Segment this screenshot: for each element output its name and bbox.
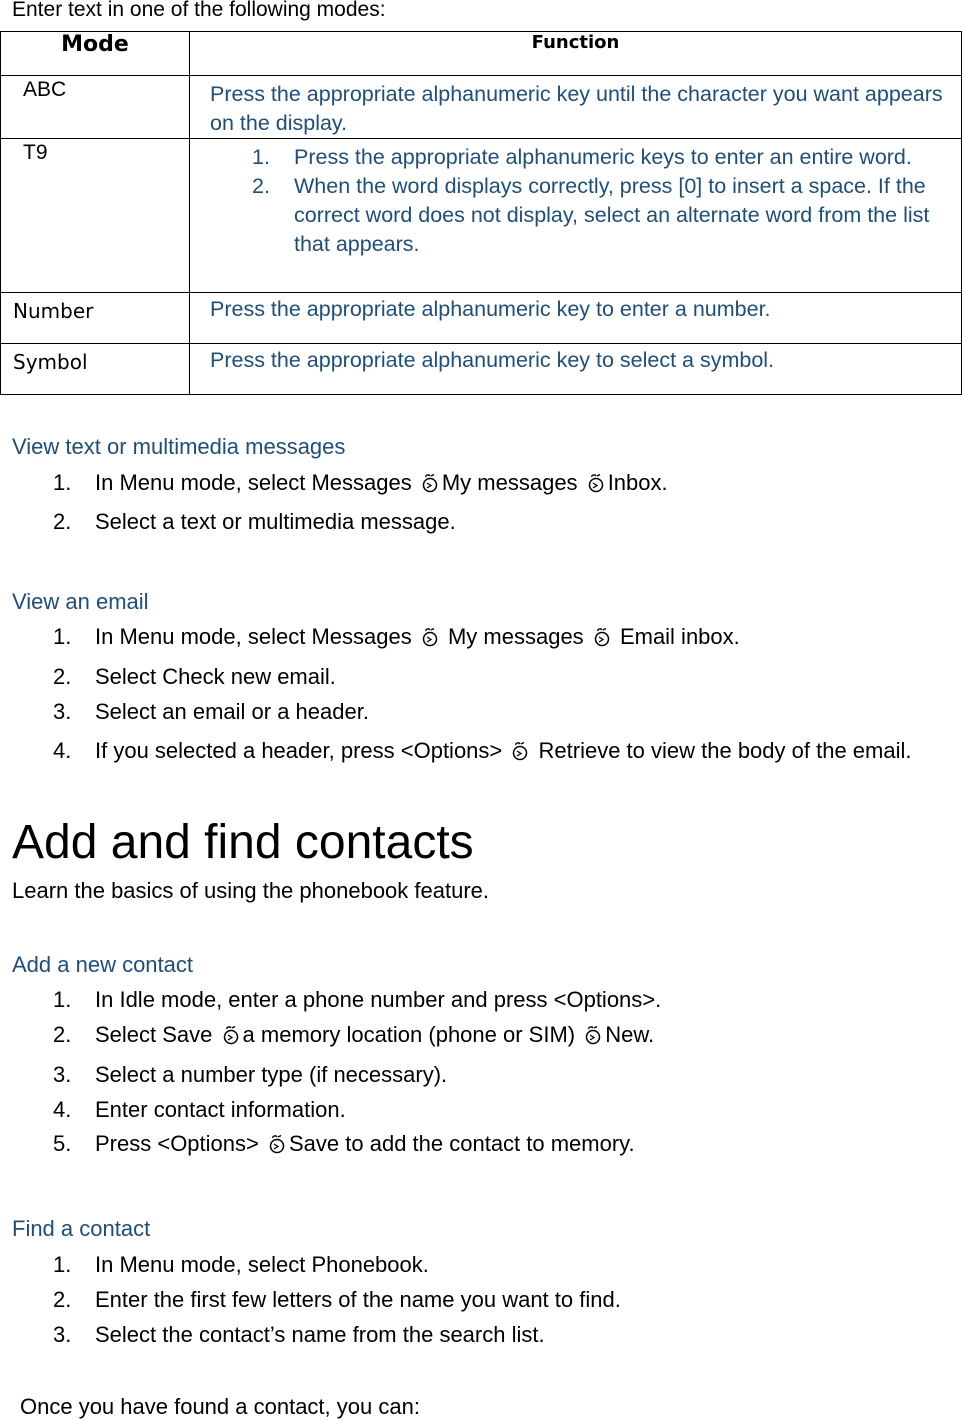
input-modes-table bbox=[0, 31, 962, 395]
closing-text: Once you have found a contact, you can: bbox=[20, 1394, 420, 1419]
list-number: 4. bbox=[53, 738, 72, 763]
arrow-icon bbox=[420, 473, 440, 493]
heading-view-messages: View text or multimedia messages bbox=[12, 434, 346, 459]
list-number: 3. bbox=[53, 699, 72, 724]
arrow-icon bbox=[510, 741, 530, 761]
list-item bbox=[0, 1252, 945, 1278]
list-text: When the word displays correctly, press [0] to insert a space. If the correct word does not display, select an alternate word from the list that appears. bbox=[294, 174, 930, 256]
function-abc: Press the appropriate alphanumeric key until the character you want appears on the display. bbox=[190, 76, 962, 139]
step-text: Save to add the contact to memory. bbox=[289, 1131, 635, 1156]
heading-add-contact: Add a new contact bbox=[12, 952, 194, 977]
function-t9 bbox=[190, 139, 962, 293]
list-number: 2. bbox=[53, 509, 72, 534]
list-number: 1. bbox=[252, 145, 270, 169]
step-text: If you selected a header, press <Options> bbox=[95, 738, 503, 763]
step-text: In Idle mode, enter a phone number and press <Options>. bbox=[95, 987, 662, 1012]
list-item bbox=[0, 734, 945, 767]
step-text: Select Check new email. bbox=[95, 664, 336, 689]
mode-symbol: Symbol bbox=[1, 344, 190, 395]
list-text: Press the appropriate alphanumeric keys to enter an entire word. bbox=[294, 145, 912, 169]
step-text: Email inbox. bbox=[619, 624, 740, 649]
view-messages-steps bbox=[0, 509, 945, 535]
arrow-icon bbox=[592, 627, 612, 647]
intro-text: Enter text in one of the following modes: bbox=[12, 0, 386, 21]
list-number: 2. bbox=[53, 1287, 72, 1312]
step-text: Retrieve to view the body of the email. bbox=[538, 738, 912, 763]
step-text: Select an email or a header. bbox=[95, 699, 369, 724]
view-email-steps bbox=[0, 624, 945, 650]
list-number: 4. bbox=[53, 1097, 72, 1122]
table-row bbox=[1, 293, 962, 344]
arrow-icon bbox=[221, 1025, 241, 1045]
list-item bbox=[0, 1131, 945, 1157]
header-mode: Mode bbox=[1, 32, 190, 76]
arrow-icon bbox=[583, 1025, 603, 1045]
step-text: Enter contact information. bbox=[95, 1097, 346, 1122]
list-item bbox=[0, 664, 945, 690]
list-item bbox=[0, 1287, 945, 1313]
step-text: Select the contact’s name from the search list. bbox=[95, 1322, 545, 1347]
step-text: My messages bbox=[441, 470, 578, 495]
table-row bbox=[1, 76, 962, 139]
list-number: 3. bbox=[53, 1062, 72, 1087]
view-email-steps bbox=[0, 734, 945, 767]
view-messages-steps bbox=[0, 470, 945, 496]
list-number: 2. bbox=[53, 1022, 72, 1047]
step-text: My messages bbox=[447, 624, 584, 649]
find-contact-steps bbox=[0, 1287, 945, 1313]
step-text: Press <Options> bbox=[95, 1131, 259, 1156]
heading-view-email: View an email bbox=[12, 589, 149, 614]
view-email-steps bbox=[0, 664, 945, 690]
heading-find-contact: Find a contact bbox=[12, 1216, 151, 1241]
list-item bbox=[0, 699, 945, 725]
list-number: 1. bbox=[53, 1252, 72, 1277]
list-number: 1. bbox=[53, 987, 72, 1012]
step-text: Inbox. bbox=[607, 470, 668, 495]
list-number: 1. bbox=[53, 470, 72, 495]
step-text: Select a text or multimedia message. bbox=[95, 509, 456, 534]
step-text: New. bbox=[605, 1022, 655, 1047]
list-number: 2. bbox=[252, 174, 270, 198]
list-item bbox=[0, 1062, 945, 1088]
mode-abc: ABC bbox=[1, 76, 190, 139]
step-text: Enter the first few letters of the name you want to find. bbox=[95, 1287, 621, 1312]
find-contact-steps bbox=[0, 1322, 945, 1348]
list-item bbox=[0, 470, 945, 496]
function-number: Press the appropriate alphanumeric key to enter a number. bbox=[190, 293, 962, 344]
header-function: Function bbox=[190, 32, 962, 76]
section-subtitle: Learn the basics of using the phonebook feature. bbox=[12, 878, 490, 903]
function-symbol: Press the appropriate alphanumeric key to select a symbol. bbox=[190, 344, 962, 395]
table-row bbox=[1, 139, 962, 293]
step-text: In Menu mode, select Phonebook. bbox=[95, 1252, 429, 1277]
view-email-steps bbox=[0, 699, 945, 725]
add-contact-steps bbox=[0, 987, 945, 1013]
mode-t9: T9 bbox=[1, 139, 190, 293]
list-item bbox=[252, 172, 943, 259]
arrow-icon bbox=[267, 1134, 287, 1154]
step-text: Select Save bbox=[95, 1022, 213, 1047]
step-text: a memory location (phone or SIM) bbox=[242, 1022, 576, 1047]
list-item bbox=[252, 143, 943, 172]
step-text: Select a number type (if necessary). bbox=[95, 1062, 448, 1087]
add-contact-steps bbox=[0, 1022, 945, 1048]
list-item bbox=[0, 1022, 945, 1048]
arrow-icon bbox=[586, 473, 606, 493]
list-number: 1. bbox=[53, 624, 72, 649]
step-text: In Menu mode, select Messages bbox=[95, 624, 412, 649]
table-header-row bbox=[1, 32, 962, 76]
table-row bbox=[1, 344, 962, 395]
list-number: 5. bbox=[53, 1131, 72, 1156]
list-item bbox=[0, 624, 945, 650]
arrow-icon bbox=[420, 627, 440, 647]
mode-number: Number bbox=[1, 293, 190, 344]
step-text: In Menu mode, select Messages bbox=[95, 470, 412, 495]
list-number: 2. bbox=[53, 664, 72, 689]
list-item bbox=[0, 509, 945, 535]
section-title: Add and find contacts bbox=[12, 816, 474, 869]
add-contact-steps bbox=[0, 1097, 945, 1123]
list-number: 3. bbox=[53, 1322, 72, 1347]
list-item bbox=[0, 987, 945, 1013]
list-item bbox=[0, 1097, 945, 1123]
add-contact-steps bbox=[0, 1131, 945, 1157]
add-contact-steps bbox=[0, 1062, 945, 1088]
list-item bbox=[0, 1322, 945, 1348]
find-contact-steps bbox=[0, 1252, 945, 1278]
